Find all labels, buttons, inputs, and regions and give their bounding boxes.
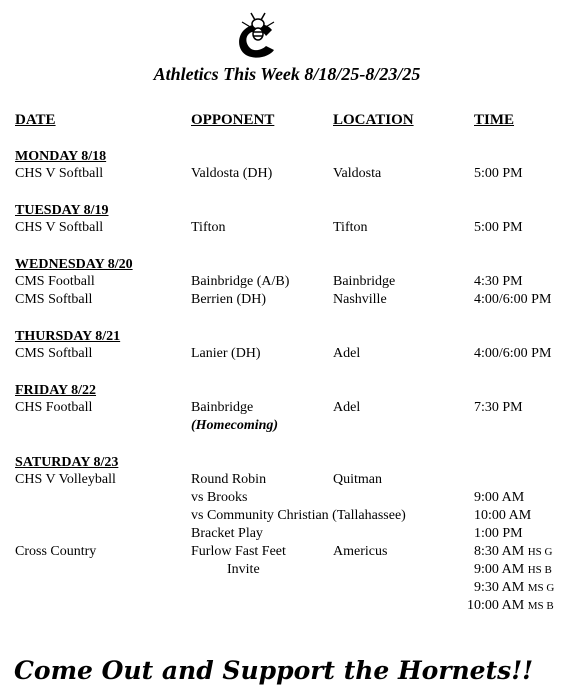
team: CHS V Volleyball bbox=[15, 472, 116, 487]
opponent: Invite bbox=[227, 562, 260, 577]
opponent: Round Robin bbox=[191, 472, 267, 487]
page-title: Athletics This Week 8/18/25-8/23/25 bbox=[153, 64, 421, 84]
team: CMS Softball bbox=[15, 292, 93, 307]
day-label-friday: FRIDAY 8/22 bbox=[15, 383, 97, 398]
location: Valdosta bbox=[333, 166, 382, 181]
race-division: HS B bbox=[527, 564, 552, 576]
team: Cross Country bbox=[15, 544, 97, 559]
time: 5:00 PM bbox=[474, 166, 523, 181]
day-label-wednesday: WEDNESDAY 8/20 bbox=[15, 257, 133, 272]
match-opponent: Bracket Play bbox=[191, 526, 263, 541]
race-division: MS G bbox=[527, 582, 555, 594]
header-opponent: OPPONENT bbox=[191, 112, 275, 128]
day-label-thursday: THURSDAY 8/21 bbox=[15, 329, 121, 344]
footer-slogan: Come Out and Support the Hornets!! bbox=[14, 656, 534, 685]
team: CHS V Softball bbox=[15, 166, 104, 181]
opponent: Berrien (DH) bbox=[191, 292, 267, 307]
time: 4:00/6:00 PM bbox=[474, 346, 552, 361]
race-division: HS G bbox=[527, 546, 553, 558]
race-time: 9:00 AM HS B bbox=[474, 562, 552, 577]
location: Quitman bbox=[333, 472, 382, 487]
match-time: 9:00 AM bbox=[474, 490, 525, 505]
match-opponent: vs Brooks bbox=[191, 490, 248, 505]
match-time: 1:00 PM bbox=[474, 526, 523, 541]
day-label-monday: MONDAY 8/18 bbox=[15, 149, 107, 164]
header-time: TIME bbox=[474, 112, 515, 128]
race-division: MS B bbox=[527, 600, 554, 612]
match-opponent: vs Community Christian (Tallahassee) bbox=[191, 508, 406, 523]
match-time: 10:00 AM bbox=[474, 508, 532, 523]
location: Tifton bbox=[333, 220, 368, 235]
location: Nashville bbox=[333, 292, 387, 307]
time: 4:30 PM bbox=[474, 274, 523, 289]
opponent: Bainbridge (A/B) bbox=[191, 274, 290, 289]
team: CHS Football bbox=[15, 400, 93, 415]
race-time: 9:30 AM MS G bbox=[474, 580, 555, 595]
opponent-note: (Homecoming) bbox=[191, 418, 279, 433]
team: CMS Softball bbox=[15, 346, 93, 361]
opponent: Furlow Fast Feet bbox=[191, 544, 286, 559]
location: Adel bbox=[333, 400, 361, 415]
day-label-saturday: SATURDAY 8/23 bbox=[15, 455, 119, 470]
location: Americus bbox=[333, 544, 388, 559]
location: Adel bbox=[333, 346, 361, 361]
header-date: DATE bbox=[15, 112, 56, 128]
race-time: 10:00 AM MS B bbox=[467, 598, 554, 613]
team: CHS V Softball bbox=[15, 220, 104, 235]
opponent: Lanier (DH) bbox=[191, 346, 261, 361]
opponent: Valdosta (DH) bbox=[191, 166, 273, 181]
location: Bainbridge bbox=[333, 274, 396, 289]
time: 5:00 PM bbox=[474, 220, 523, 235]
day-label-tuesday: TUESDAY 8/19 bbox=[15, 203, 109, 218]
header-location: LOCATION bbox=[333, 112, 414, 128]
time: 7:30 PM bbox=[474, 400, 523, 415]
opponent: Tifton bbox=[191, 220, 226, 235]
opponent: Bainbridge bbox=[191, 400, 254, 415]
hornet-c-logo-icon bbox=[228, 10, 286, 62]
race-time: 8:30 AM HS G bbox=[474, 544, 553, 559]
team: CMS Football bbox=[15, 274, 95, 289]
time: 4:00/6:00 PM bbox=[474, 292, 552, 307]
